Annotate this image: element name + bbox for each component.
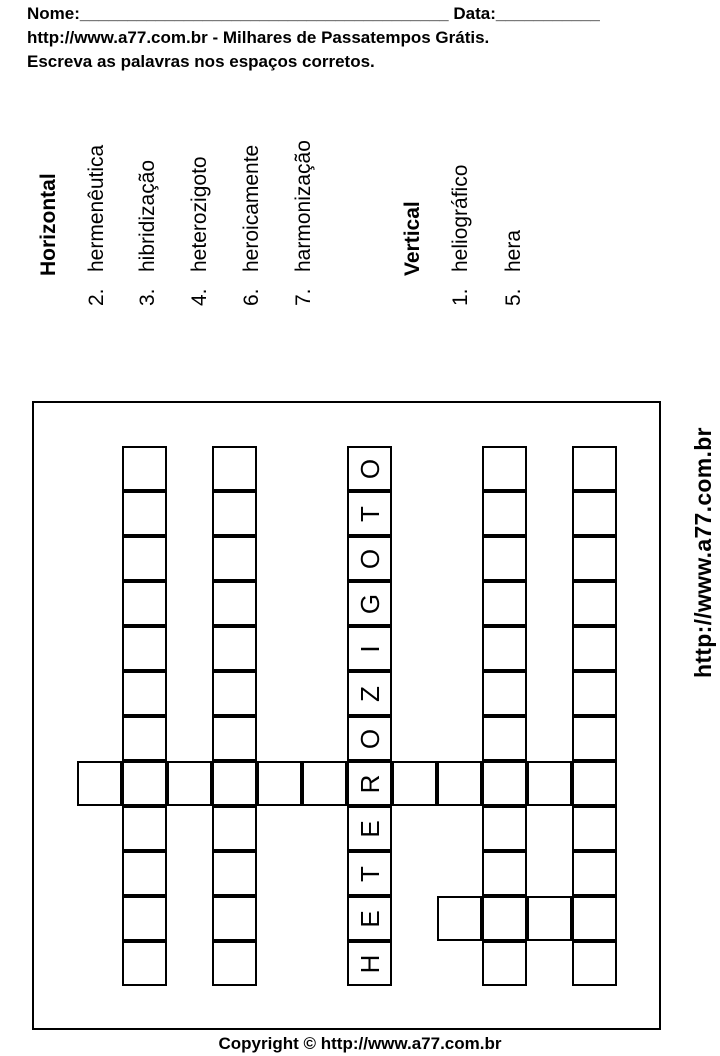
clue-vertical-5: 5.hera xyxy=(502,229,525,306)
crossword-cell[interactable] xyxy=(212,806,257,851)
filled-letter: O xyxy=(354,728,385,749)
filled-letter: O xyxy=(354,458,385,479)
copyright: Copyright © http://www.a77.com.br xyxy=(218,1034,502,1053)
crossword-cell[interactable] xyxy=(212,671,257,716)
crossword-cell[interactable] xyxy=(212,941,257,986)
clue-horizontal-4: 4.heterozigoto xyxy=(188,156,211,306)
crossword-cell[interactable] xyxy=(482,581,527,626)
clue-horizontal-2: 2.hermenêutica xyxy=(85,144,108,306)
crossword-cell[interactable] xyxy=(572,806,617,851)
crossword-cell[interactable] xyxy=(347,761,392,806)
crossword-cell[interactable] xyxy=(212,851,257,896)
crossword-cell[interactable] xyxy=(122,446,167,491)
crossword-cell[interactable] xyxy=(347,491,392,536)
crossword-cell[interactable] xyxy=(212,626,257,671)
crossword-cell[interactable] xyxy=(347,941,392,986)
crossword-cell[interactable] xyxy=(347,446,392,491)
crossword-cell[interactable] xyxy=(347,806,392,851)
filled-letter: E xyxy=(354,909,385,928)
filled-letter: G xyxy=(354,593,385,614)
crossword-cell[interactable] xyxy=(122,491,167,536)
crossword-cell[interactable] xyxy=(167,761,212,806)
filled-letter: O xyxy=(354,548,385,569)
crossword-cell[interactable] xyxy=(212,446,257,491)
crossword-cell[interactable] xyxy=(212,761,257,806)
horizontal-title: Horizontal xyxy=(37,173,60,276)
crossword-cell[interactable] xyxy=(212,536,257,581)
crossword-cell[interactable] xyxy=(347,851,392,896)
crossword-cell[interactable] xyxy=(122,851,167,896)
crossword-cell[interactable] xyxy=(572,716,617,761)
crossword-cell[interactable] xyxy=(482,761,527,806)
clue-horizontal-7: 7.harmonização xyxy=(292,140,315,306)
crossword-cell[interactable] xyxy=(302,761,347,806)
crossword-cell[interactable] xyxy=(212,491,257,536)
crossword-cell[interactable] xyxy=(122,536,167,581)
crossword-cell[interactable] xyxy=(572,761,617,806)
crossword-cell[interactable] xyxy=(212,896,257,941)
crossword-cell[interactable] xyxy=(122,671,167,716)
crossword-cell[interactable] xyxy=(572,671,617,716)
name-date-line: Nome:_______________________________________ Data:___________ xyxy=(27,4,600,23)
crossword-cell[interactable] xyxy=(212,581,257,626)
crossword-cell[interactable] xyxy=(437,761,482,806)
crossword-cell[interactable] xyxy=(572,896,617,941)
vertical-title: Vertical xyxy=(401,201,424,276)
crossword-cell[interactable] xyxy=(482,896,527,941)
clue-horizontal-3: 3.hibridização xyxy=(136,159,159,306)
crossword-cell[interactable] xyxy=(347,896,392,941)
crossword-cell[interactable] xyxy=(527,896,572,941)
crossword-cell[interactable] xyxy=(122,626,167,671)
crossword-cell[interactable] xyxy=(482,716,527,761)
filled-letter: E xyxy=(354,819,385,838)
crossword-cell[interactable] xyxy=(77,761,122,806)
crossword-cell[interactable] xyxy=(482,851,527,896)
crossword-cell[interactable] xyxy=(122,581,167,626)
crossword-cell[interactable] xyxy=(572,446,617,491)
crossword-cell[interactable] xyxy=(572,851,617,896)
site-line: http://www.a77.com.br - Milhares de Passatempos Grátis. xyxy=(27,28,490,47)
side-url: http://www.a77.com.br xyxy=(690,427,716,678)
clue-horizontal-6: 6.heroicamente xyxy=(240,144,263,306)
crossword-cell[interactable] xyxy=(392,761,437,806)
crossword-cell[interactable] xyxy=(482,806,527,851)
crossword-cell[interactable] xyxy=(347,671,392,716)
filled-letter: R xyxy=(354,774,385,793)
filled-letter: Z xyxy=(354,685,385,702)
filled-letter: I xyxy=(354,644,385,653)
crossword-cell[interactable] xyxy=(572,626,617,671)
crossword-cell[interactable] xyxy=(347,716,392,761)
crossword-cell[interactable] xyxy=(482,626,527,671)
crossword-cell[interactable] xyxy=(482,536,527,581)
crossword-cell[interactable] xyxy=(257,761,302,806)
clue-vertical-1: 1.heliográfico xyxy=(449,164,472,306)
instructions: Escreva as palavras nos espaços corretos. xyxy=(27,52,375,71)
crossword-cell[interactable] xyxy=(347,581,392,626)
filled-letter: T xyxy=(354,505,385,522)
crossword-cell[interactable] xyxy=(572,941,617,986)
filled-letter: T xyxy=(354,865,385,882)
crossword-cell[interactable] xyxy=(212,716,257,761)
crossword-cell[interactable] xyxy=(572,581,617,626)
crossword-cell[interactable] xyxy=(527,761,572,806)
crossword-cell[interactable] xyxy=(122,761,167,806)
crossword-cell[interactable] xyxy=(347,536,392,581)
crossword-cell[interactable] xyxy=(572,491,617,536)
crossword-cell[interactable] xyxy=(482,941,527,986)
crossword-cell[interactable] xyxy=(347,626,392,671)
crossword-cell[interactable] xyxy=(122,896,167,941)
crossword-cell[interactable] xyxy=(122,716,167,761)
crossword-cell[interactable] xyxy=(437,896,482,941)
crossword-cell[interactable] xyxy=(482,671,527,716)
crossword-cell[interactable] xyxy=(122,806,167,851)
crossword-cell[interactable] xyxy=(482,491,527,536)
crossword-cell[interactable] xyxy=(122,941,167,986)
crossword-cell[interactable] xyxy=(572,536,617,581)
crossword-cell[interactable] xyxy=(482,446,527,491)
filled-letter: H xyxy=(354,954,385,973)
